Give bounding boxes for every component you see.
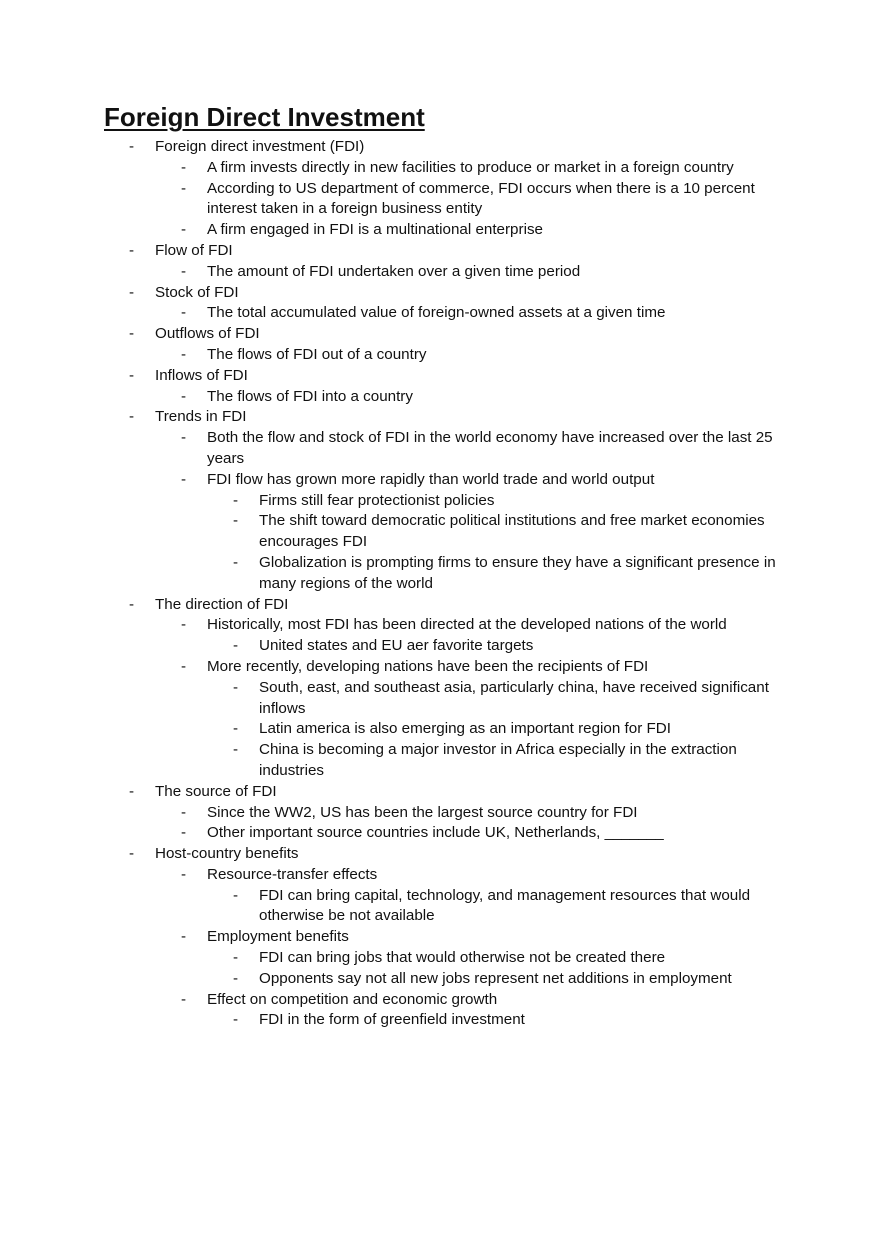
bullet-dash: - [181,387,187,405]
list-item-level-2 [0,387,880,408]
list-item-text: The direction of FDI [155,595,289,613]
list-item-level-2 [0,303,880,324]
list-item-text: Outflows of FDI [155,325,260,343]
bullet-dash: - [181,990,187,1008]
bullet-list [0,137,880,1031]
bullet-dash: - [181,657,187,675]
list-item-text: China is becoming a major investor in Africa especially in the extraction industries [259,741,737,779]
list-item-text: According to US department of commerce, FDI occurs when there is a 10 percent interest taken in a foreign business entity [207,179,755,218]
bullet-dash: - [181,803,187,821]
bullet-dash: - [181,262,187,280]
bullet-dash: - [181,928,187,946]
bullet-dash: - [129,241,135,259]
list-item-level-3 [0,678,880,720]
list-item-level-3 [0,1010,880,1031]
bullet-dash: - [181,865,187,883]
list-item-level-3 [0,553,880,595]
list-item-text: Firms still fear protectionist policies [259,491,495,509]
document-title: Foreign Direct Investment [104,102,425,132]
bullet-dash: - [181,616,187,634]
bullet-dash: - [129,283,135,301]
bullet-dash: - [129,366,135,384]
list-item-level-2 [0,990,880,1011]
bullet-dash: - [233,720,239,738]
list-item-text: The source of FDI [155,782,277,800]
list-item-level-3 [0,948,880,969]
list-item-text: Effect on competition and economic growth [207,990,498,1008]
bullet-dash: - [181,345,187,363]
list-item-level-2 [0,803,880,824]
list-item-text: The flows of FDI into a country [207,387,413,405]
list-item-text: The amount of FDI undertaken over a given time period [207,262,581,280]
list-item-level-2 [0,657,880,678]
list-item-level-2 [0,220,880,241]
list-item-text: Flow of FDI [155,241,233,259]
list-item-level-3 [0,511,880,553]
bullet-dash: - [233,678,239,696]
list-item-level-2 [0,179,880,221]
list-item-text: Both the flow and stock of FDI in the world economy have increased over the last 25 years [207,429,773,467]
list-item-level-3 [0,491,880,512]
list-item-level-3 [0,636,880,657]
list-item-level-2 [0,865,880,886]
list-item-level-2 [0,823,880,844]
bullet-dash: - [181,470,187,488]
list-item-text: Host-country benefits [155,845,299,863]
list-item-level-1 [0,366,880,387]
bullet-dash: - [181,221,187,239]
list-item-text: Historically, most FDI has been directed at the developed nations of the world [207,616,727,634]
list-item-text: Globalization is prompting firms to ensure they have a significant presence in many regions of the world [259,553,776,592]
bullet-dash: - [181,158,187,176]
list-item-text: A firm engaged in FDI is a multinational enterprise [207,221,543,239]
list-item-level-1 [0,595,880,616]
list-item-text: FDI in the form of greenfield investment [259,1011,525,1029]
list-item-level-1 [0,844,880,865]
bullet-dash: - [129,595,135,613]
list-item-level-2 [0,345,880,366]
list-item-level-2 [0,615,880,636]
list-item-text: Since the WW2, US has been the largest source country for FDI [207,803,638,821]
bullet-dash: - [233,741,239,759]
list-item-text: Latin america is also emerging as an important region for FDI [259,720,671,738]
list-item-text: Opponents say not all new jobs represent net additions in employment [259,969,732,987]
list-item-text: The total accumulated value of foreign-owned assets at a given time [207,304,666,322]
list-item-level-2 [0,262,880,283]
list-item-text: More recently, developing nations have been the recipients of FDI [207,657,649,675]
bullet-dash: - [129,408,135,426]
bullet-dash: - [233,512,239,530]
list-item-text: Inflows of FDI [155,366,248,384]
list-item-level-1 [0,407,880,428]
list-item-level-2 [0,428,880,470]
list-item-level-3 [0,740,880,782]
bullet-dash: - [233,553,239,571]
list-item-level-2 [0,158,880,179]
list-item-text: Employment benefits [207,928,349,946]
bullet-dash: - [129,782,135,800]
bullet-dash: - [233,969,239,987]
bullet-dash: - [129,845,135,863]
list-item-level-2 [0,470,880,491]
bullet-dash: - [181,304,187,322]
bullet-dash: - [233,491,239,509]
bullet-dash: - [129,138,135,155]
list-item-level-3 [0,886,880,928]
list-item-text: Other important source countries include UK, Netherlands, _______ [207,824,664,842]
list-item-text: South, east, and southeast asia, particularly china, have received significant inflows [259,678,769,717]
list-item-text: FDI can bring capital, technology, and management resources that would otherwise be not available [259,886,751,925]
list-item-text: Trends in FDI [155,408,247,426]
list-item-text: Foreign direct investment (FDI) [155,138,365,155]
bullet-dash: - [233,949,239,967]
list-item-text: FDI can bring jobs that would otherwise not be created there [259,949,666,967]
bullet-dash: - [181,824,187,842]
bullet-dash: - [181,179,187,197]
list-item-text: United states and EU aer favorite targets [259,637,534,655]
bullet-dash: - [129,325,135,343]
list-item-text: Stock of FDI [155,283,239,301]
list-item-level-3 [0,719,880,740]
list-item-level-1 [0,324,880,345]
list-item-text: The shift toward democratic political institutions and free market economies encourages FDI [259,512,765,551]
list-item-text: The flows of FDI out of a country [207,345,427,363]
list-item-level-1 [0,283,880,304]
list-item-level-2 [0,927,880,948]
list-item-level-1 [0,241,880,262]
bullet-dash: - [233,1011,239,1029]
list-item-text: FDI flow has grown more rapidly than world trade and world output [207,470,655,488]
list-item-level-1 [0,782,880,803]
list-item-level-3 [0,969,880,990]
list-item-text: A firm invests directly in new facilities to produce or market in a foreign country [207,158,734,176]
bullet-dash: - [233,637,239,655]
list-item-text: Resource-transfer effects [207,865,378,883]
bullet-dash: - [181,429,187,447]
bullet-dash: - [233,886,239,904]
list-item-level-1 [0,137,880,158]
